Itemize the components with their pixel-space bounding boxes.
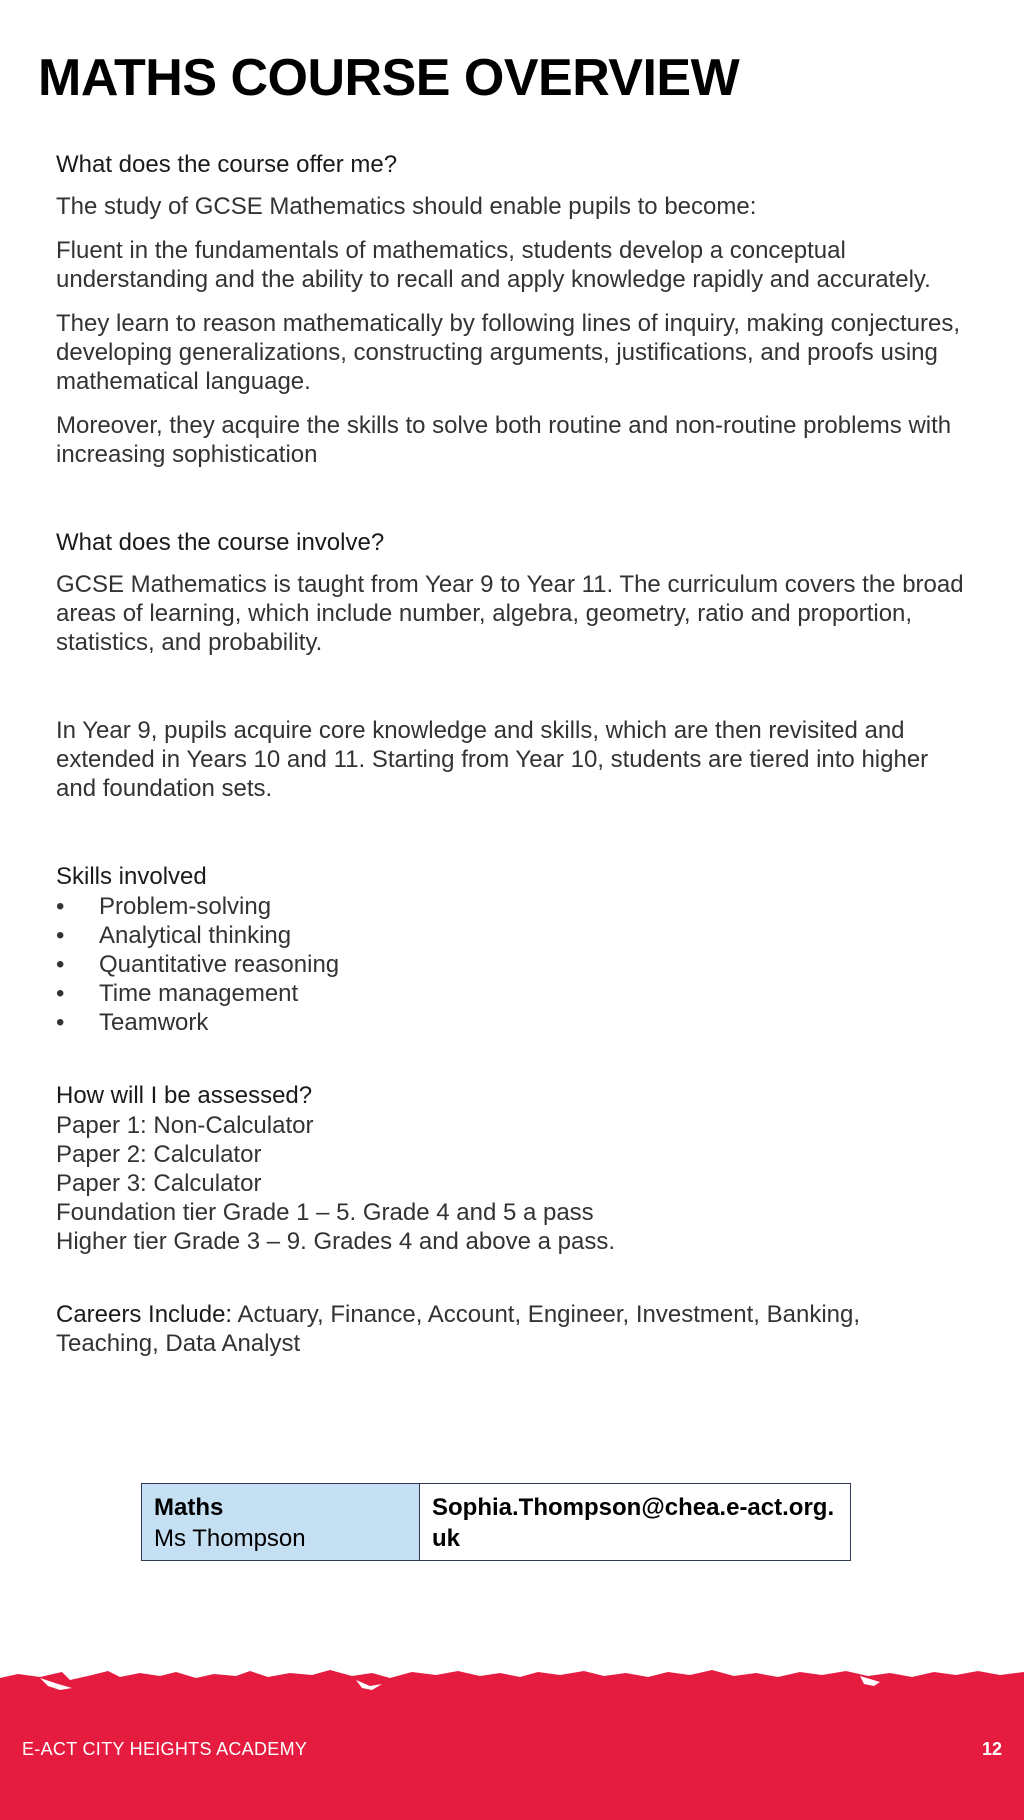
- assessment-line: Paper 1: Non-Calculator: [56, 1112, 314, 1139]
- skills-list: [56, 892, 966, 1037]
- offer-paragraph: Fluent in the fundamentals of mathematics, students develop a conceptual understanding and the ability to recall and apply knowledge rapidly and accurately.: [56, 237, 931, 293]
- assessment-section: [56, 1081, 966, 1256]
- assessment-line: Paper 3: Calculator: [56, 1170, 262, 1197]
- offer-heading: What does the course offer me?: [56, 151, 398, 178]
- contact-teacher: Ms Thompson: [154, 1525, 306, 1552]
- skills-section: [56, 862, 966, 1037]
- assessment-line: Higher tier Grade 3 – 9. Grades 4 and above a pass.: [56, 1228, 615, 1255]
- involve-heading: What does the course involve?: [56, 529, 385, 556]
- contact-email[interactable]: Sophia.Thompson@chea.e-act.org.uk: [432, 1494, 835, 1552]
- page-title: MATHS COURSE OVERVIEW: [38, 49, 740, 107]
- offer-paragraph: The study of GCSE Mathematics should enable pupils to become:: [56, 193, 757, 220]
- careers-text: Actuary, Finance, Account, Engineer, Investment, Banking, Teaching, Data Analyst: [56, 1301, 861, 1357]
- list-item: • Teamwork: [56, 1009, 209, 1036]
- list-item: • Problem-solving: [56, 893, 272, 920]
- bullet-icon: •: [56, 951, 65, 978]
- offer-paragraph: They learn to reason mathematically by following lines of inquiry, making conjectures, developing generalizations, constructing arguments, justifications, and proofs using mathematical language.: [56, 310, 960, 395]
- contact-subject-cell: [142, 1484, 420, 1560]
- list-item: • Time management: [56, 980, 299, 1007]
- bullet-icon: •: [56, 922, 65, 949]
- footer-school-name: E-ACT CITY HEIGHTS ACADEMY: [22, 1739, 308, 1759]
- main-content: [56, 150, 966, 1358]
- assessment-line: Paper 2: Calculator: [56, 1141, 262, 1168]
- bullet-icon: •: [56, 980, 65, 1007]
- assessment-heading: How will I be assessed?: [56, 1082, 313, 1109]
- bullet-icon: •: [56, 893, 65, 920]
- page-number: 12: [981, 1739, 1002, 1759]
- contact-subject: Maths: [154, 1494, 224, 1521]
- bullet-icon: •: [56, 1009, 65, 1036]
- involve-paragraph: In Year 9, pupils acquire core knowledge and skills, which are then revisited and extended in Years 10 and 11. Starting from Year 10, students are tiered into higher and foundation sets.: [56, 717, 929, 802]
- assessment-line: Foundation tier Grade 1 – 5. Grade 4 and 5 a pass: [56, 1199, 594, 1226]
- careers-label: Careers Include:: [56, 1301, 233, 1328]
- involve-paragraph: GCSE Mathematics is taught from Year 9 to Year 11. The curriculum covers the broad areas of learning, which include number, algebra, geometry, ratio and proportion, statistics, and probability.: [56, 571, 964, 656]
- list-item: • Quantitative reasoning: [56, 951, 340, 978]
- careers-section: [56, 1300, 966, 1358]
- list-item: • Analytical thinking: [56, 922, 292, 949]
- contact-table: [141, 1483, 851, 1561]
- offer-paragraph: Moreover, they acquire the skills to solve both routine and non-routine problems with increasing sophistication: [56, 412, 952, 468]
- skills-heading: Skills involved: [56, 863, 207, 890]
